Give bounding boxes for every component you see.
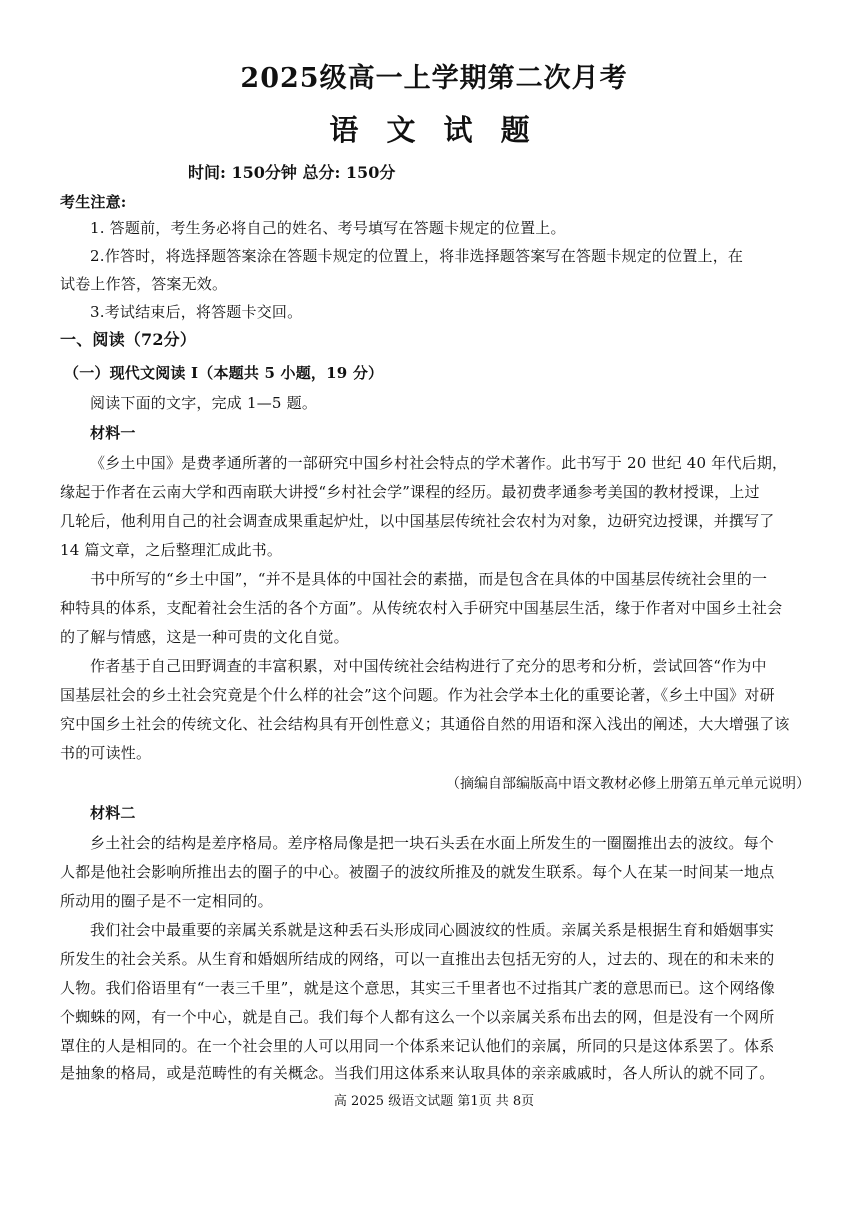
material2-line: 所发生的社会关系。从生育和婚姻所结成的网络，可以一直推出去包括无穷的人，过去的、现在的和未来的 [60, 950, 775, 968]
material1-line: 国基层社会的乡土社会究竟是个什么样的社会”这个问题。作为社会学本土化的重要论著，《乡土中国》对研 [60, 686, 775, 704]
material1-line: 《乡土中国》是费孝通所著的一部研究中国乡村社会特点的学术著作。此书写于 20 世纪 40 年代后期， [90, 454, 788, 472]
material2-line: 个蜘蛛的网，有一个中心，就是自己。我们每个人都有这么一个以亲属关系布出去的网，但是没有一个网所 [60, 1008, 775, 1026]
material1-line: 究中国乡土社会的传统文化、社会结构具有开创性意义；其通俗自然的用语和深入浅出的阐述，大大增强了该 [60, 715, 790, 733]
material2-line: 所动用的圈子是不一定相同的。 [60, 892, 273, 910]
exam-subtitle: 语 文 试 题 [329, 113, 539, 147]
notice-item: 2.作答时，将选择题答案涂在答题卡规定的位置上，将非选择题答案写在答题卡规定的位置上，在 [90, 247, 744, 265]
material1-source: （摘编自部编版高中语文教材必修上册第五单元单元说明） [446, 776, 810, 792]
material2-label: 材料二 [90, 804, 136, 822]
material2-line: 人物。我们俗语里有“一表三千里”，就是这个意思，其实三千里者也不过指其广袤的意思而已。这个网络像 [60, 979, 775, 997]
section-subheading: （一）现代文阅读 I（本题共 5 小题，19 分） [64, 364, 384, 382]
material1-label: 材料一 [90, 424, 136, 442]
page-footer: 高 2025 级语文试题 第1页 共 8页 [333, 1094, 535, 1109]
material2-line: 罩住的人是相同的。在一个社会里的人可以用同一个体系来记认他们的亲属，所同的只是这体系罢了。体系 [60, 1037, 775, 1055]
material1-line: 作者基于自己田野调查的丰富积累，对中国传统社会结构进行了充分的思考和分析，尝试回答“作为中 [90, 657, 767, 675]
material2-line: 我们社会中最重要的亲属关系就是这种丢石头形成同心圆波纹的性质。亲属关系是根据生育和婚姻事实 [90, 921, 775, 939]
material1-line: 缘起于作者在云南大学和西南联大讲授“乡村社会学”课程的经历。最初费孝通参考美国的教材授课，上过 [60, 483, 760, 501]
material1-line: 书的可读性。 [60, 744, 152, 762]
notice-item: 3.考试结束后，将答题卡交回。 [90, 303, 303, 321]
notice-item: 1. 答题前，考生务必将自己的姓名、考号填写在答题卡规定的位置上。 [90, 219, 566, 237]
exam-time-info: 时间: 150分钟 总分: 150分 [188, 163, 396, 182]
material1-line: 几轮后，他利用自己的社会调查成果重起炉灶，以中国基层传统社会农村为对象，边研究边授课，并撰写了 [60, 512, 775, 530]
material1-line: 种特具的体系，支配着社会生活的各个方面”。从传统农村入手研究中国基层生活，缘于作者对中国乡土社会 [60, 599, 783, 617]
material2-line: 人都是他社会影响所推出去的圈子的中心。被圈子的波纹所推及的就发生联系。每个人在某一时间某一地点 [60, 863, 775, 881]
material2-line: 乡土社会的结构是差序格局。差序格局像是把一块石头丢在水面上所发生的一圈圈推出去的波纹。每个 [90, 834, 775, 852]
section-heading: 一、阅读（72分） [60, 330, 197, 349]
exam-title: 2025级高一上学期第二次月考 [240, 63, 628, 94]
material1-line: 书中所写的“乡土中国”，“并不是具体的中国社会的素描，而是包含在具体的中国基层传统社会里的一 [90, 570, 768, 588]
notice-item: 试卷上作答，答案无效。 [60, 275, 228, 293]
section-instruction: 阅读下面的文字，完成 1—5 题。 [90, 394, 318, 412]
notice-heading: 考生注意: [60, 193, 127, 211]
material2-line: 是抽象的格局，或是范畴性的有关概念。当我们用这体系来认取具体的亲亲戚戚时，各人所认的就不同了。 [60, 1064, 775, 1082]
material1-line: 14 篇文章，之后整理汇成此书。 [60, 541, 283, 559]
material1-line: 的了解与情感，这是一种可贵的文化自觉。 [60, 628, 349, 646]
